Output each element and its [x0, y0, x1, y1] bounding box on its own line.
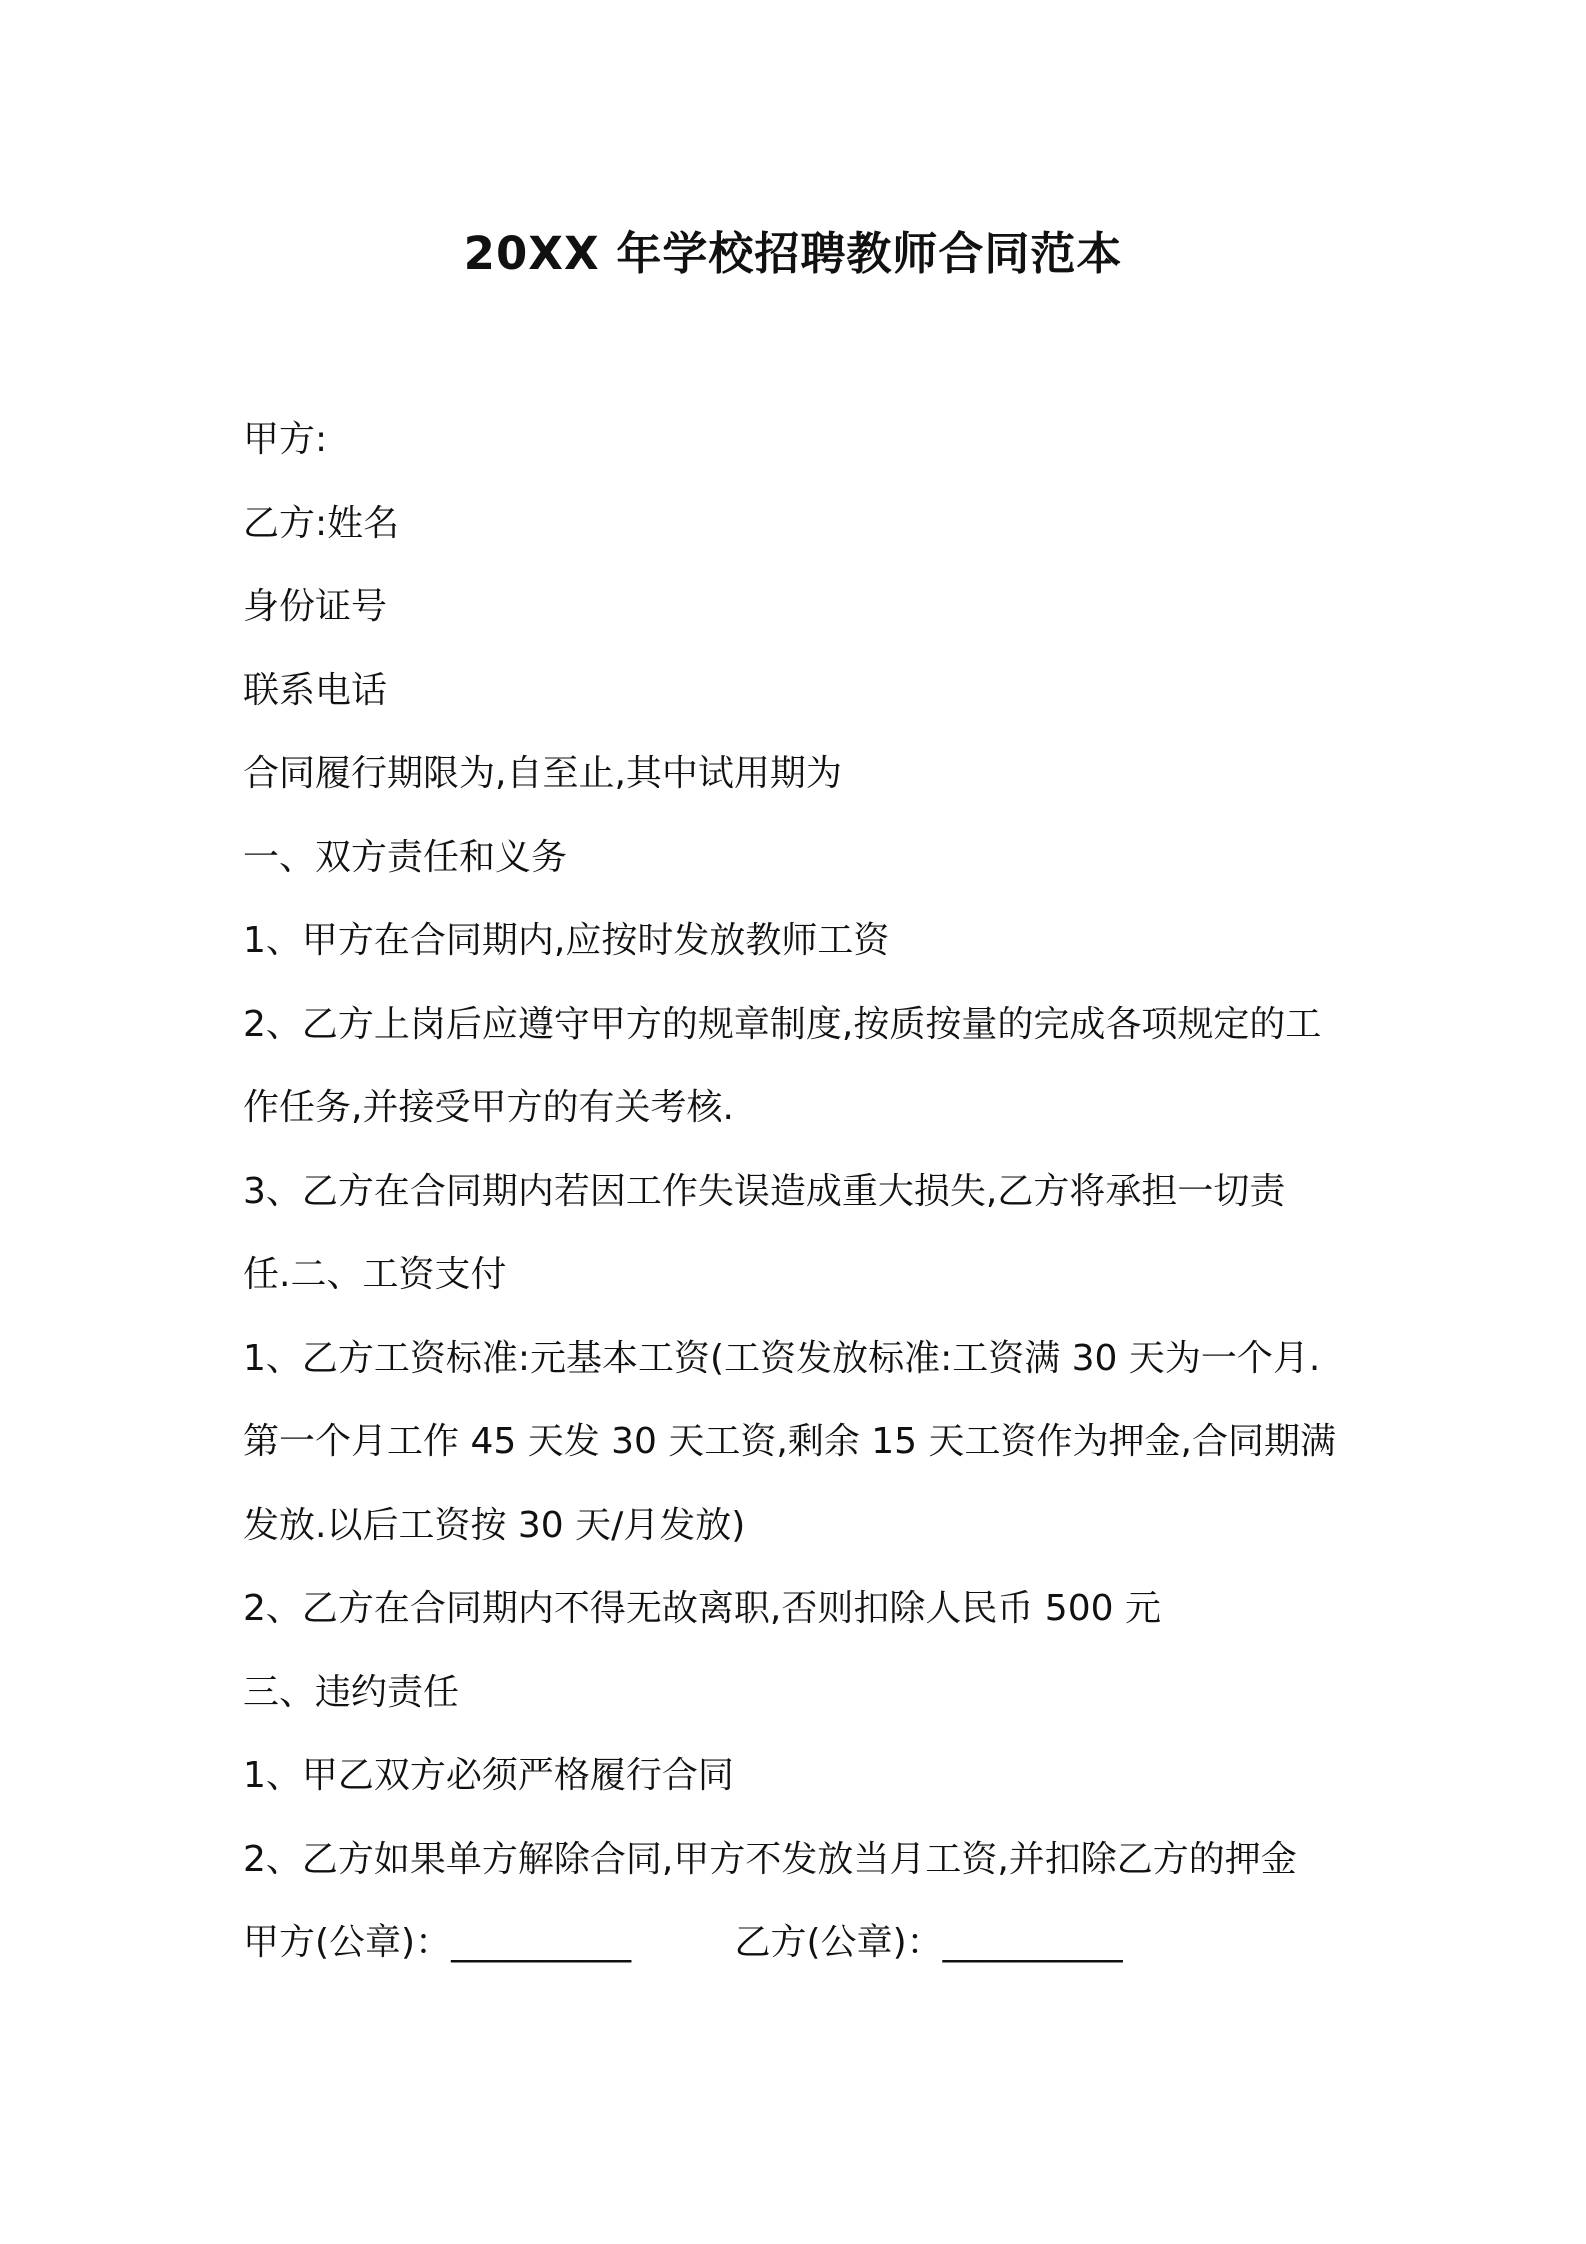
clause-line: 任.二、工资支付: [243, 1254, 507, 1295]
signature-row: [243, 1901, 1355, 1985]
phone-line: 联系电话: [243, 669, 388, 711]
id-number-line: 身份证号: [243, 586, 388, 627]
document-title: 20XX 年学校招聘教师合同范本: [463, 227, 1123, 280]
clause-line: 第一个月工作 45 天发 30 天工资,剩余 15 天工资作为押金,合同期满: [243, 1421, 1336, 1462]
clause-line: 1、甲乙双方必须严格履行合同: [243, 1755, 734, 1796]
section-heading-breach: 三、违约责任: [243, 1671, 460, 1713]
clause-line: 2、乙方在合同期内不得无故离职,否则扣除人民币 500 元: [243, 1588, 1161, 1629]
document-body: [243, 398, 1355, 1985]
clause-line: 发放.以后工资按 30 天/月发放): [243, 1504, 746, 1546]
clause-line: 作任务,并接受甲方的有关考核.: [243, 1087, 734, 1128]
contract-term-line: 合同履行期限为,自至止,其中试用期为: [243, 753, 842, 794]
party-b-signature: 乙方(公章)：__________: [734, 1922, 1123, 1963]
party-b-name-line: 乙方:姓名: [243, 502, 400, 544]
clause-line: 1、乙方工资标准:元基本工资(工资发放标准:工资满 30 天为一个月.: [243, 1337, 1321, 1379]
party-a-line: 甲方:: [243, 419, 328, 460]
section-heading-responsibilities: 一、双方责任和义务: [243, 836, 568, 878]
clause-line: 2、乙方如果单方解除合同,甲方不发放当月工资,并扣除乙方的押金: [243, 1838, 1297, 1880]
clause-line: 2、乙方上岗后应遵守甲方的规章制度,按质按量的完成各项规定的工: [243, 1003, 1322, 1045]
party-a-signature: 甲方(公章)：__________: [243, 1922, 632, 1963]
clause-line: 1、甲方在合同期内,应按时发放教师工资: [243, 920, 890, 961]
clause-line: 3、乙方在合同期内若因工作失误造成重大损失,乙方将承担一切责: [243, 1170, 1286, 1212]
